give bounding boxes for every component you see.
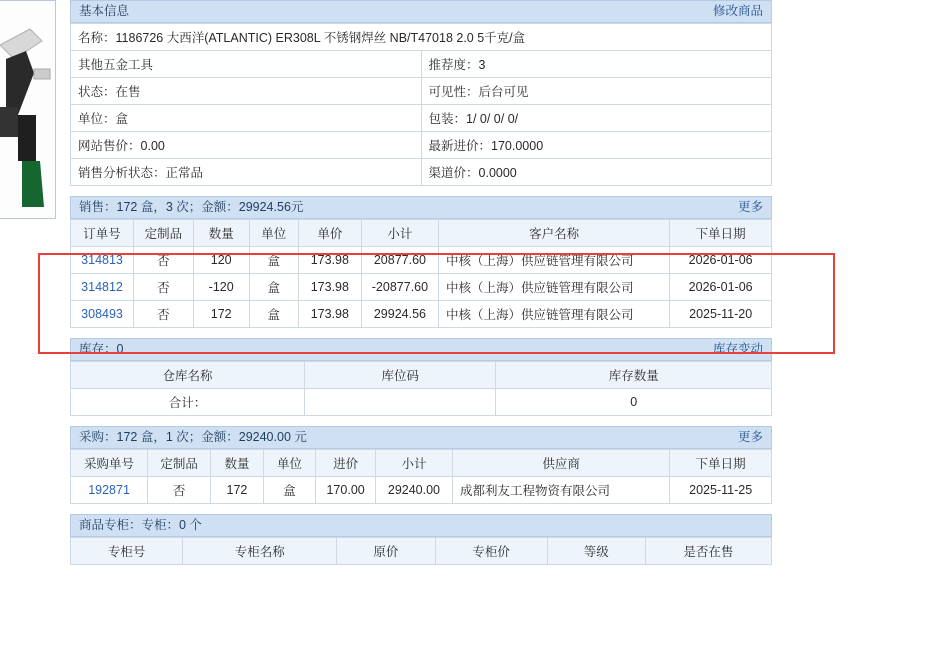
package-value: 1/ 0/ 0/ 0/ <box>466 112 519 126</box>
panel-stock <box>70 338 772 416</box>
col-original-price: 原价 <box>337 538 435 565</box>
col-custom: 定制品 <box>134 220 194 247</box>
detail-panels <box>70 0 951 667</box>
col-cost-price: 进价 <box>316 450 376 477</box>
table-row <box>71 389 772 416</box>
visibility-value: 后台可见 <box>478 85 529 99</box>
purchase-date: 2025-11-25 <box>670 477 772 504</box>
col-warehouse-name: 仓库名称 <box>71 362 305 389</box>
sales-unit: 盒 <box>249 274 298 301</box>
recommend-label: 推荐度： <box>428 58 479 72</box>
stock-location <box>305 389 496 416</box>
sales-table-header-row <box>71 220 772 247</box>
stock-change-link[interactable]: 库存变动 <box>712 342 763 356</box>
unit-value: 盒 <box>115 112 129 126</box>
channel-price-cell <box>421 159 772 186</box>
col-custom: 定制品 <box>148 450 211 477</box>
panel-sales <box>70 196 772 328</box>
sales-price: 173.98 <box>298 274 361 301</box>
sales-subtotal: 20877.60 <box>361 247 438 274</box>
order-no-text[interactable]: 314813 <box>81 253 123 267</box>
purchase-more-link[interactable]: 更多 <box>737 430 763 444</box>
col-order-date: 下单日期 <box>670 450 772 477</box>
purchase-table-header-row <box>71 450 772 477</box>
product-name-cell <box>71 24 772 51</box>
site-price-label: 网站售价： <box>78 139 141 153</box>
table-row <box>71 301 772 328</box>
sales-price: 173.98 <box>298 247 361 274</box>
panel-basic-info-header <box>70 0 772 23</box>
table-row <box>71 477 772 504</box>
visibility-label: 可见性： <box>428 85 479 99</box>
sales-order-link[interactable] <box>71 274 134 301</box>
recommend-value: 3 <box>478 58 486 72</box>
stock-total-label: 合计： <box>71 389 305 416</box>
purchase-no-text[interactable]: 192871 <box>88 483 130 497</box>
purchase-table <box>70 449 772 504</box>
sales-customer: 中核（上海）供应链管理有限公司 <box>438 301 669 328</box>
col-grade: 等级 <box>547 538 645 565</box>
stock-total-qty: 0 <box>496 389 772 416</box>
counter-table-header-row <box>71 538 772 565</box>
col-supplier: 供应商 <box>453 450 670 477</box>
category-value: 其他五金工具 <box>78 58 154 72</box>
purchase-supplier: 成都利友工程物资有限公司 <box>453 477 670 504</box>
panel-counter-title: 商品专柜：专柜：0 个 <box>79 518 202 532</box>
purchase-subtotal: 29240.00 <box>375 477 452 504</box>
col-order-date: 下单日期 <box>670 220 772 247</box>
sales-analysis-value: 正常品 <box>165 166 204 180</box>
sales-qty: 120 <box>193 247 249 274</box>
table-row <box>71 105 772 132</box>
table-row <box>71 78 772 105</box>
recommend-cell <box>421 51 772 78</box>
col-order-no: 订单号 <box>71 220 134 247</box>
sales-date: 2025-11-20 <box>670 301 772 328</box>
sales-order-link[interactable] <box>71 301 134 328</box>
panel-purchase-title: 采购：172 盒，1 次；金额：29240.00 元 <box>79 430 307 444</box>
col-customer: 客户名称 <box>438 220 669 247</box>
col-qty: 数量 <box>193 220 249 247</box>
status-value: 在售 <box>115 85 141 99</box>
purchase-qty: 172 <box>211 477 264 504</box>
product-name-label: 名称： <box>78 31 116 45</box>
sales-analysis-label: 销售分析状态： <box>78 166 166 180</box>
col-counter-price: 专柜价 <box>435 538 547 565</box>
col-location-code: 库位码 <box>305 362 496 389</box>
product-image-thumb <box>0 0 56 219</box>
status-cell <box>71 78 422 105</box>
col-on-sale: 是否在售 <box>645 538 771 565</box>
sales-more-link[interactable]: 更多 <box>737 200 763 214</box>
col-purchase-no: 采购单号 <box>71 450 148 477</box>
table-row <box>71 132 772 159</box>
counter-table <box>70 537 772 565</box>
col-stock-qty: 库存数量 <box>496 362 772 389</box>
tool-illustration-icon <box>0 11 56 211</box>
table-row <box>71 247 772 274</box>
col-unit: 单位 <box>249 220 298 247</box>
panel-counter <box>70 514 772 565</box>
status-label: 状态： <box>78 85 116 99</box>
sales-custom: 否 <box>134 274 194 301</box>
table-row <box>71 51 772 78</box>
col-unit: 单位 <box>263 450 316 477</box>
stock-table <box>70 361 772 416</box>
sales-unit: 盒 <box>249 301 298 328</box>
category-cell <box>71 51 422 78</box>
latest-cost-label: 最新进价： <box>428 139 492 153</box>
col-counter-name: 专柜名称 <box>183 538 337 565</box>
sales-price: 173.98 <box>298 301 361 328</box>
table-row <box>71 24 772 51</box>
panel-sales-title: 销售：172 盒，3 次；金额：29924.56元 <box>79 200 304 214</box>
site-price-cell <box>71 132 422 159</box>
purchase-custom: 否 <box>148 477 211 504</box>
sales-unit: 盒 <box>249 247 298 274</box>
sales-qty: 172 <box>193 301 249 328</box>
table-row <box>71 274 772 301</box>
col-subtotal: 小计 <box>361 220 438 247</box>
site-price-value: 0.00 <box>140 139 165 153</box>
edit-product-link[interactable]: 修改商品 <box>712 4 763 18</box>
basic-info-table <box>70 23 772 186</box>
latest-cost-value: 170.0000 <box>491 139 544 153</box>
product-name-value: 1186726 大西洋(ATLANTIC) ER308L 不锈钢焊丝 NB/T47018 2.0 5千克/盒 <box>115 31 526 45</box>
col-price: 单价 <box>298 220 361 247</box>
sales-date: 2026-01-06 <box>670 247 772 274</box>
col-subtotal: 小计 <box>375 450 452 477</box>
package-label: 包装： <box>428 112 467 126</box>
panel-purchase-header <box>70 426 772 449</box>
unit-label: 单位： <box>78 112 116 126</box>
channel-price-value: 0.0000 <box>478 166 517 180</box>
sales-date: 2026-01-06 <box>670 274 772 301</box>
visibility-cell <box>421 78 772 105</box>
sales-custom: 否 <box>134 301 194 328</box>
purchase-order-link[interactable] <box>71 477 148 504</box>
sales-analysis-cell <box>71 159 422 186</box>
left-image-column <box>0 0 68 667</box>
panel-sales-header <box>70 196 772 219</box>
sales-subtotal: -20877.60 <box>361 274 438 301</box>
sales-custom: 否 <box>134 247 194 274</box>
sales-subtotal: 29924.56 <box>361 301 438 328</box>
latest-cost-cell <box>421 132 772 159</box>
panel-stock-title: 库存：0 <box>79 342 124 356</box>
sales-customer: 中核（上海）供应链管理有限公司 <box>438 274 669 301</box>
channel-price-label: 渠道价： <box>428 166 479 180</box>
order-no-text[interactable]: 308493 <box>81 307 123 321</box>
stock-table-header-row <box>71 362 772 389</box>
table-row <box>71 159 772 186</box>
unit-cell <box>71 105 422 132</box>
sales-table <box>70 219 772 328</box>
panel-basic-info-title: 基本信息 <box>79 4 130 18</box>
panel-purchase <box>70 426 772 504</box>
package-cell <box>421 105 772 132</box>
col-counter-no: 专柜号 <box>71 538 183 565</box>
purchase-unit: 盒 <box>263 477 316 504</box>
purchase-price: 170.00 <box>316 477 376 504</box>
order-no-text[interactable]: 314812 <box>81 280 123 294</box>
panel-stock-header <box>70 338 772 361</box>
sales-order-link[interactable] <box>71 247 134 274</box>
col-qty: 数量 <box>211 450 264 477</box>
panel-counter-header <box>70 514 772 537</box>
sales-customer: 中核（上海）供应链管理有限公司 <box>438 247 669 274</box>
panel-basic-info <box>70 0 772 186</box>
sales-qty: -120 <box>193 274 249 301</box>
